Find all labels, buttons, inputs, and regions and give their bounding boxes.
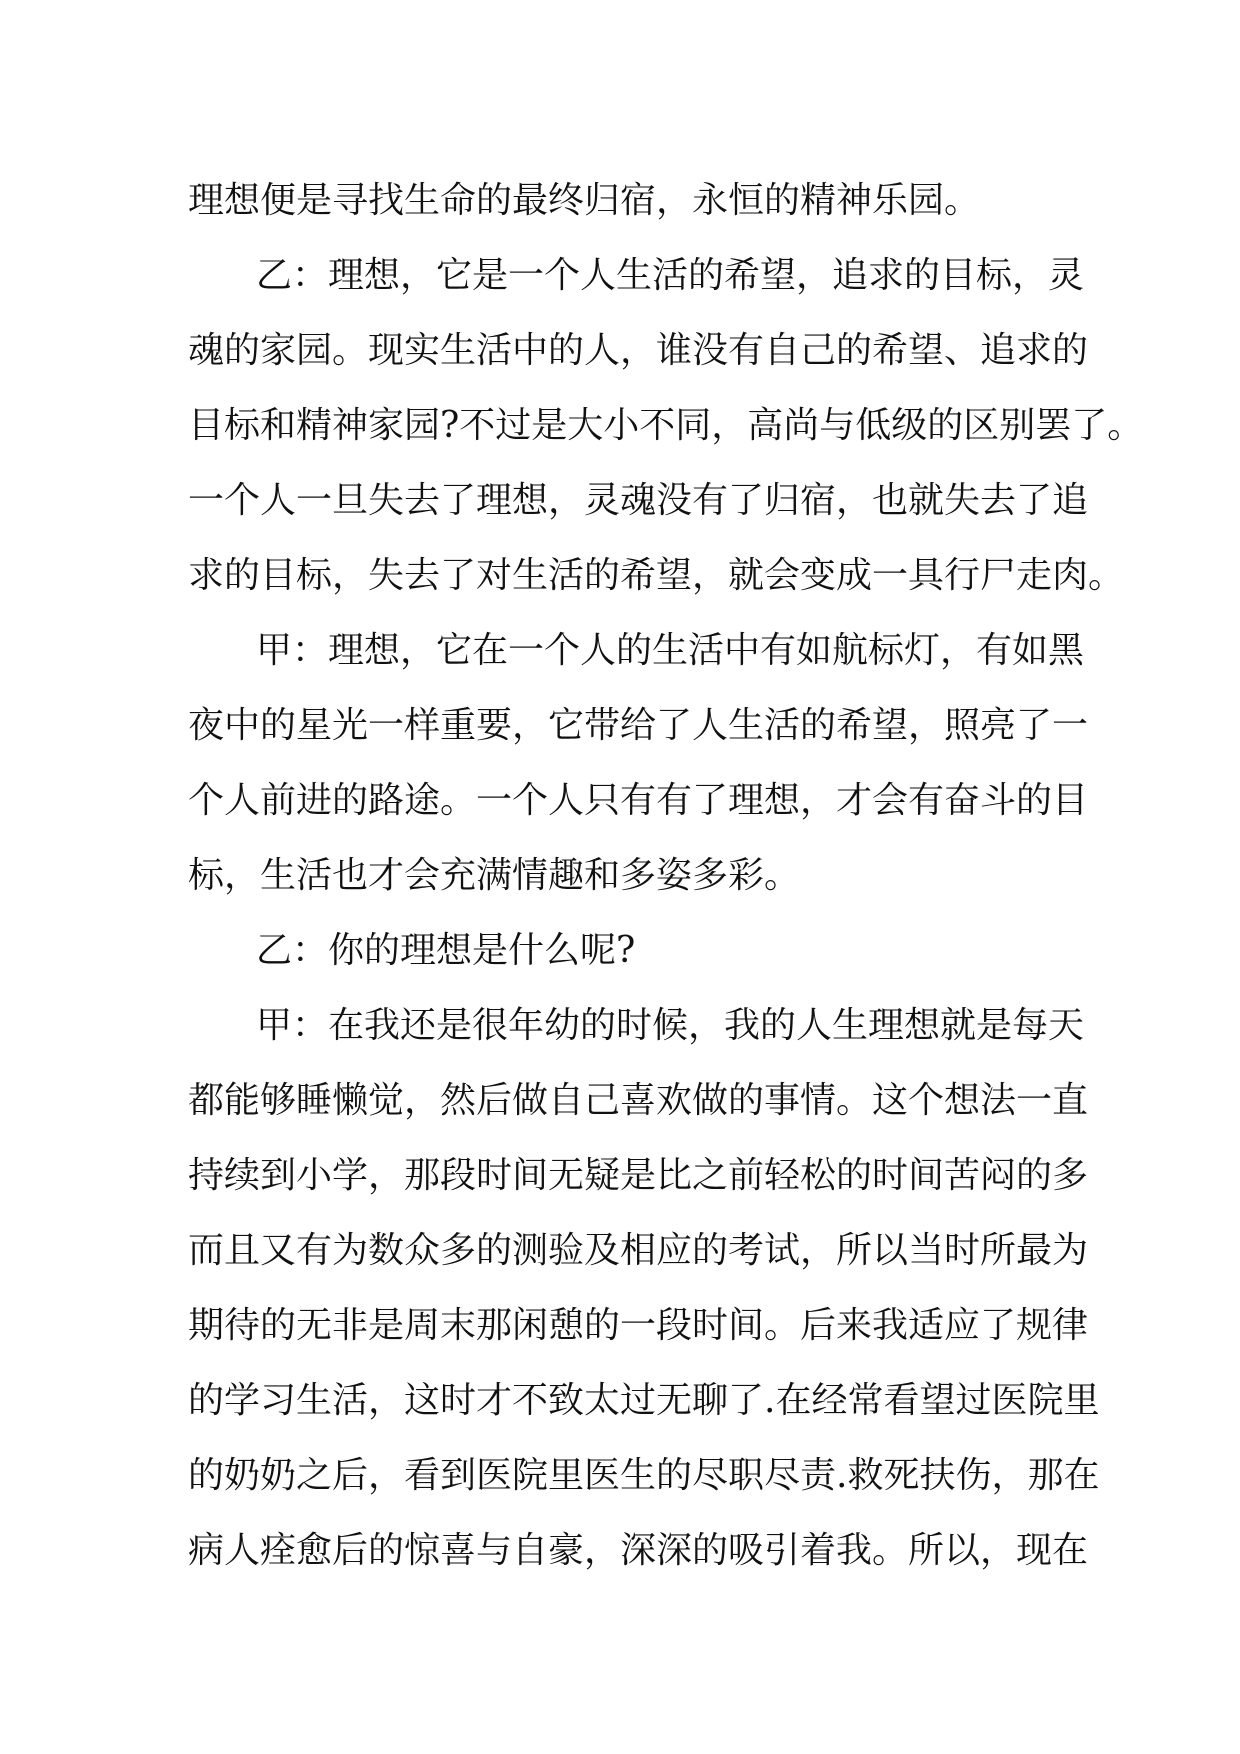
text-line: 的学习生活，这时才不致太过无聊了.在经常看望过医院里 [188, 1380, 1100, 1421]
text-line: 病人痊愈后的惊喜与自豪，深深的吸引着我。所以，现在 [188, 1530, 1089, 1571]
text-line: 个人前进的路途。一个人只有有了理想，才会有奋斗的目 [188, 780, 1089, 821]
text-line: 魂的家园。现实生活中的人，谁没有自己的希望、追求的 [188, 330, 1089, 371]
text-line: 持续到小学，那段时间无疑是比之前轻松的时间苦闷的多 [188, 1155, 1089, 1196]
text-line: 甲：在我还是很年幼的时候，我的人生理想就是每天 [256, 1005, 1085, 1046]
text-line: 期待的无非是周末那闲憩的一段时间。后来我适应了规律 [188, 1305, 1089, 1346]
text-line: 目标和精神家园?不过是大小不同，高尚与低级的区别罢了。 [188, 405, 1144, 446]
text-line: 求的目标，失去了对生活的希望，就会变成一具行尸走肉。 [188, 555, 1125, 596]
text-line: 的奶奶之后，看到医院里医生的尽职尽责.救死扶伤，那在 [188, 1455, 1100, 1496]
text-line: 甲：理想，它在一个人的生活中有如航标灯，有如黑 [256, 630, 1085, 671]
text-line: 而且又有为数众多的测验及相应的考试，所以当时所最为 [188, 1230, 1089, 1271]
text-line: 乙：你的理想是什么呢? [256, 930, 636, 971]
text-line: 都能够睡懒觉，然后做自己喜欢做的事情。这个想法一直 [188, 1080, 1089, 1121]
text-line: 夜中的星光一样重要，它带给了人生活的希望，照亮了一 [188, 705, 1089, 746]
text-line: 标，生活也才会充满情趣和多姿多彩。 [188, 855, 801, 896]
body-text [188, 163, 1144, 1588]
text-line: 理想便是寻找生命的最终归宿，永恒的精神乐园。 [188, 180, 981, 221]
text-line: 乙：理想，它是一个人生活的希望，追求的目标，灵 [256, 255, 1085, 296]
text-line: 一个人一旦失去了理想，灵魂没有了归宿，也就失去了追 [188, 480, 1089, 521]
